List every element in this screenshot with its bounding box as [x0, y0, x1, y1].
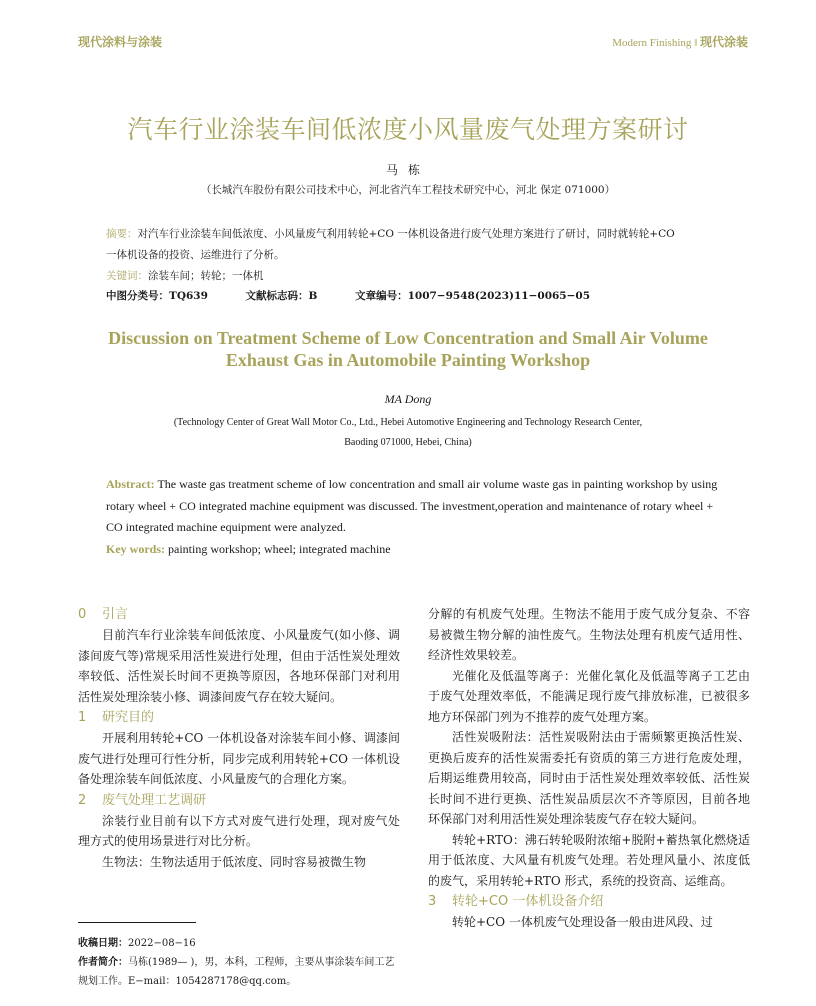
- paragraph: 生物法：生物法适用于低浓度、同时容易被微生物: [102, 854, 367, 869]
- abstract-cn-line2: 一体机设备的投资、运维进行了分析。: [106, 249, 285, 261]
- affiliation-cn: （长城汽车股份有限公司技术中心，河北省汽车工程技术研究中心，河北 保定 071000）: [200, 184, 616, 196]
- author-bio: 作者简介：马栋(1989— )，男，本科，工程师，主要从事涂装车间工艺规划工作。E−mail：1054287178@qq.com。: [78, 957, 395, 987]
- body-column-left: [78, 604, 400, 872]
- paper-title-en: Discussion on Treatment Scheme of Low Concentration and Small Air Volume Exhaust Gas in Automobile Painting Workshop: [108, 328, 708, 370]
- abstract-en-text: Abstract: The waste gas treatment scheme of low concentration and small air volume waste gas in painting workshop by using rotary wheel + CO integrated machine equipment was discussed. The investment,operation and maintenance of rotary wheel + CO integrated machine equipment were analyzed.: [106, 477, 718, 534]
- section-heading-0: 0 引言: [78, 607, 129, 622]
- paragraph: 转轮+CO 一体机废气处理设备一般由进风段、过: [452, 915, 713, 929]
- abstract-en: [106, 474, 721, 560]
- journal-name-header: 现代涂料与涂装: [78, 35, 163, 49]
- keywords-cn-label: 关键词：: [106, 270, 148, 282]
- footnote: [78, 934, 400, 991]
- abstract-cn-label: 摘要：: [106, 228, 138, 240]
- clc-number: 中图分类号：TQ639: [106, 290, 208, 302]
- section-heading-1: 1 研究目的: [78, 710, 155, 725]
- footnote-rule: [78, 922, 196, 923]
- paragraph: 转轮+RTO：沸石转轮吸附浓缩+脱附+蓄热氧化燃烧适用于低浓度、大风量有机废气处理。若处理风量小、浓度低的废气，采用转轮+RTO 形式，系统的投资高、运维高。: [428, 832, 750, 888]
- affiliation-en: (Technology Center of Great Wall Motor Co., Ltd., Hebei Automotive Engineering and Technology Research Center, Baoding 071000, Hebei, China): [173, 417, 643, 448]
- journal-name-cn: 现代涂装: [699, 35, 748, 49]
- abstract-en-label: Abstract:: [106, 477, 155, 491]
- classification-line: [106, 288, 624, 303]
- paragraph: 目前汽车行业涂装车间低浓度、小风量废气(如小修、调漆间废气等)常规采用活性炭进行处理，但由于活性炭处理效率较低、活性炭长时间不更换等原因，各地环保部门对利用活性炭处理涂装小修、调漆间废气存在较大疑问。: [78, 628, 400, 704]
- abstract-cn-line1: 摘要：对汽车行业涂装车间低浓度、小风量废气利用转轮+CO 一体机设备进行废气处理方案进行了研讨，同时就转轮+CO: [106, 228, 675, 240]
- journal-name-header-right: [612, 33, 748, 50]
- author-name-cn: 马栋: [385, 163, 430, 177]
- paragraph: 涂装行业目前有以下方式对废气进行处理，现对废气处理方式的使用场景进行对比分析。: [78, 813, 400, 848]
- paragraph: 活性炭吸附法：活性炭吸附法由于需频繁更换活性炭、更换后废弃的活性炭需委托有资质的第三方进行危废处理，后期运维费用较高，同时由于活性炭处理效率较低、活性炭长时间不进行更换、活性炭品质层次不齐等原因，目前各地环保部门对利用活性炭处理涂装废气存在较大疑问。: [428, 730, 750, 826]
- paragraph: 光催化及低温等离子：光催化氧化及低温等离子工艺由于废气处理效率低，不能满足现行废气排放标准，已被很多地方环保部门列为不推荐的废气处理方案。: [428, 668, 750, 724]
- journal-name-en: Modern Finishing: [612, 37, 692, 49]
- keywords-cn: 关键词：涂装车间；转轮；一体机: [106, 270, 264, 282]
- received-date: 收稿日期：2022−08−16: [78, 938, 196, 949]
- author-name-en: MA Dong: [384, 392, 432, 406]
- paragraph: 开展利用转轮+CO 一体机设备对涂装车间小修、调漆间废气进行处理可行性分析，同步完成利用转轮+CO 一体机设备处理涂装车间低浓度、小风量废气的合理化方案。: [78, 731, 400, 786]
- keywords-en-label: Key words:: [106, 541, 165, 556]
- paper-title-cn: 汽车行业涂装车间低浓度小风量废气处理方案研讨: [127, 115, 689, 144]
- abstract-cn: [106, 224, 726, 287]
- section-heading-2: 2 废气处理工艺调研: [78, 792, 207, 808]
- article-number: 文章编号：1007−9548(2023)11−0065−05: [355, 290, 591, 302]
- header-separator: ‖: [694, 37, 698, 49]
- keywords-en: Key words: painting workshop; wheel; integrated machine: [106, 541, 391, 556]
- paragraph: 分解的有机废气处理。生物法不能用于废气成分复杂、不容易被微生物分解的油性废气。生物法处理有机废气适用性、经济性效果较差。: [428, 607, 750, 662]
- body-column-right: [428, 604, 750, 933]
- section-heading-3: 3 转轮+CO 一体机设备介绍: [428, 894, 604, 909]
- document-code: 文献标志码：B: [245, 290, 318, 302]
